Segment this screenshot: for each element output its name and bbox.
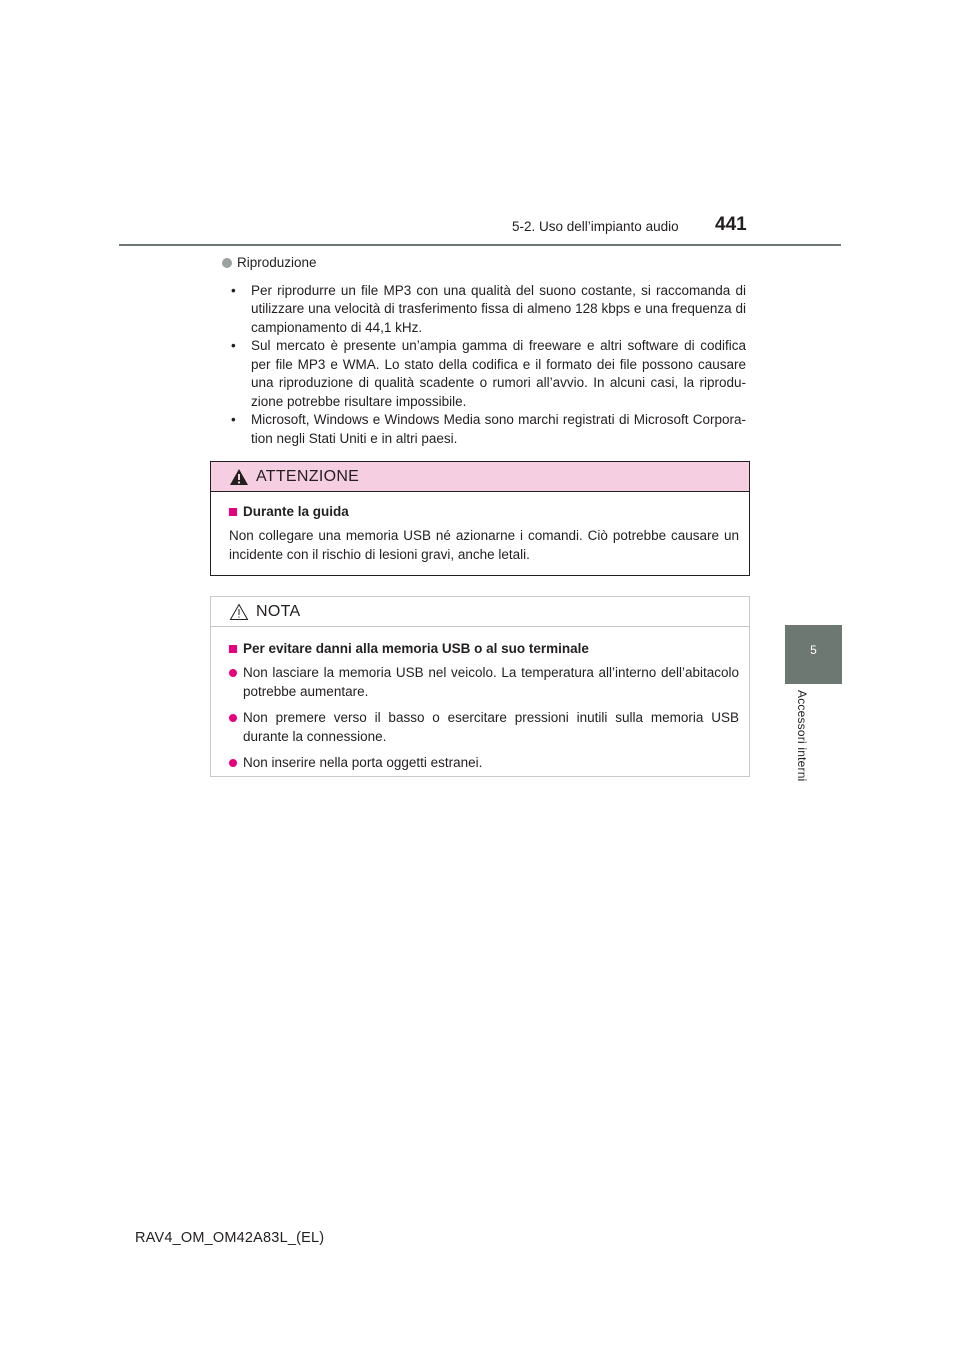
- notice-item-text: Non lasciare la memoria USB nel veicolo. La temperatura all’interno dell’abitacolo potrebbe aumentare.: [243, 665, 739, 699]
- playback-title: Riproduzione: [237, 255, 317, 270]
- notice-body: [211, 627, 749, 772]
- warning-box: [210, 461, 750, 576]
- notice-header: [211, 597, 749, 627]
- caution-triangle-icon: [229, 603, 249, 621]
- header-section-title: 5-2. Uso dell’impianto audio: [512, 219, 679, 234]
- playback-heading: [222, 254, 746, 273]
- warning-subheading: [229, 502, 739, 521]
- list-item: • Sul mercato è presente un’ampia gamma di freeware e altri software di codifica per file MP3 e WMA. Lo stato della codifica e il formato dei file possono causare una riproduzione di qualità scadente o rumori all’avvio. In alcuni casi, la riprodu-zione potrebbe risultare impossibile.: [222, 337, 746, 411]
- warning-heading: ATTENZIONE: [256, 467, 360, 485]
- footer-doc-code: RAV4_OM_OM42A83L_(EL): [135, 1230, 325, 1246]
- chapter-number: 5: [810, 643, 817, 657]
- notice-subheading-text: Per evitare danni alla memoria USB o al suo terminale: [243, 641, 589, 656]
- playback-section: [222, 254, 746, 448]
- bullet-dot-icon: [222, 258, 232, 268]
- bullet-dot-icon: [229, 714, 237, 722]
- square-bullet-icon: [229, 645, 237, 653]
- notice-item-text: Non inserire nella porta oggetti estranei.: [243, 755, 483, 770]
- bullet-dot-icon: [229, 669, 237, 677]
- notice-box: [210, 596, 750, 777]
- page-number: 441: [715, 214, 747, 235]
- warning-triangle-icon: [229, 468, 249, 486]
- notice-item-text: Non premere verso il basso o esercitare pressioni inutili sulla memoria USB durante la connessione.: [243, 710, 739, 744]
- list-item: • Microsoft, Windows e Windows Media sono marchi registrati di Microsoft Corpora-tion negli Stati Uniti e in altri paesi.: [222, 411, 746, 448]
- chapter-tab: [785, 625, 842, 684]
- list-item: [229, 663, 739, 701]
- notice-heading: NOTA: [256, 602, 301, 620]
- bullet-dot-icon: [229, 759, 237, 767]
- warning-header: [211, 462, 749, 492]
- warning-subheading-text: Durante la guida: [243, 504, 349, 519]
- list-item: [229, 753, 739, 772]
- warning-text: Non collegare una memoria USB né azionarne i comandi. Ciò potrebbe causare un incidente con il rischio di lesioni gravi, anche letali.: [229, 528, 739, 562]
- warning-body: [211, 492, 749, 564]
- header-rule: [119, 244, 841, 246]
- square-bullet-icon: [229, 508, 237, 516]
- chapter-label: Accessori interni: [795, 690, 809, 782]
- list-item: • Per riprodurre un file MP3 con una qualità del suono costante, si raccomanda di utilizzare una velocità di trasferimento fissa di almeno 128 kbps e una frequenza di campionamento di 44,1 kHz.: [222, 282, 746, 338]
- list-item: [229, 708, 739, 746]
- notice-subheading: [229, 639, 739, 658]
- playback-list: [222, 282, 746, 449]
